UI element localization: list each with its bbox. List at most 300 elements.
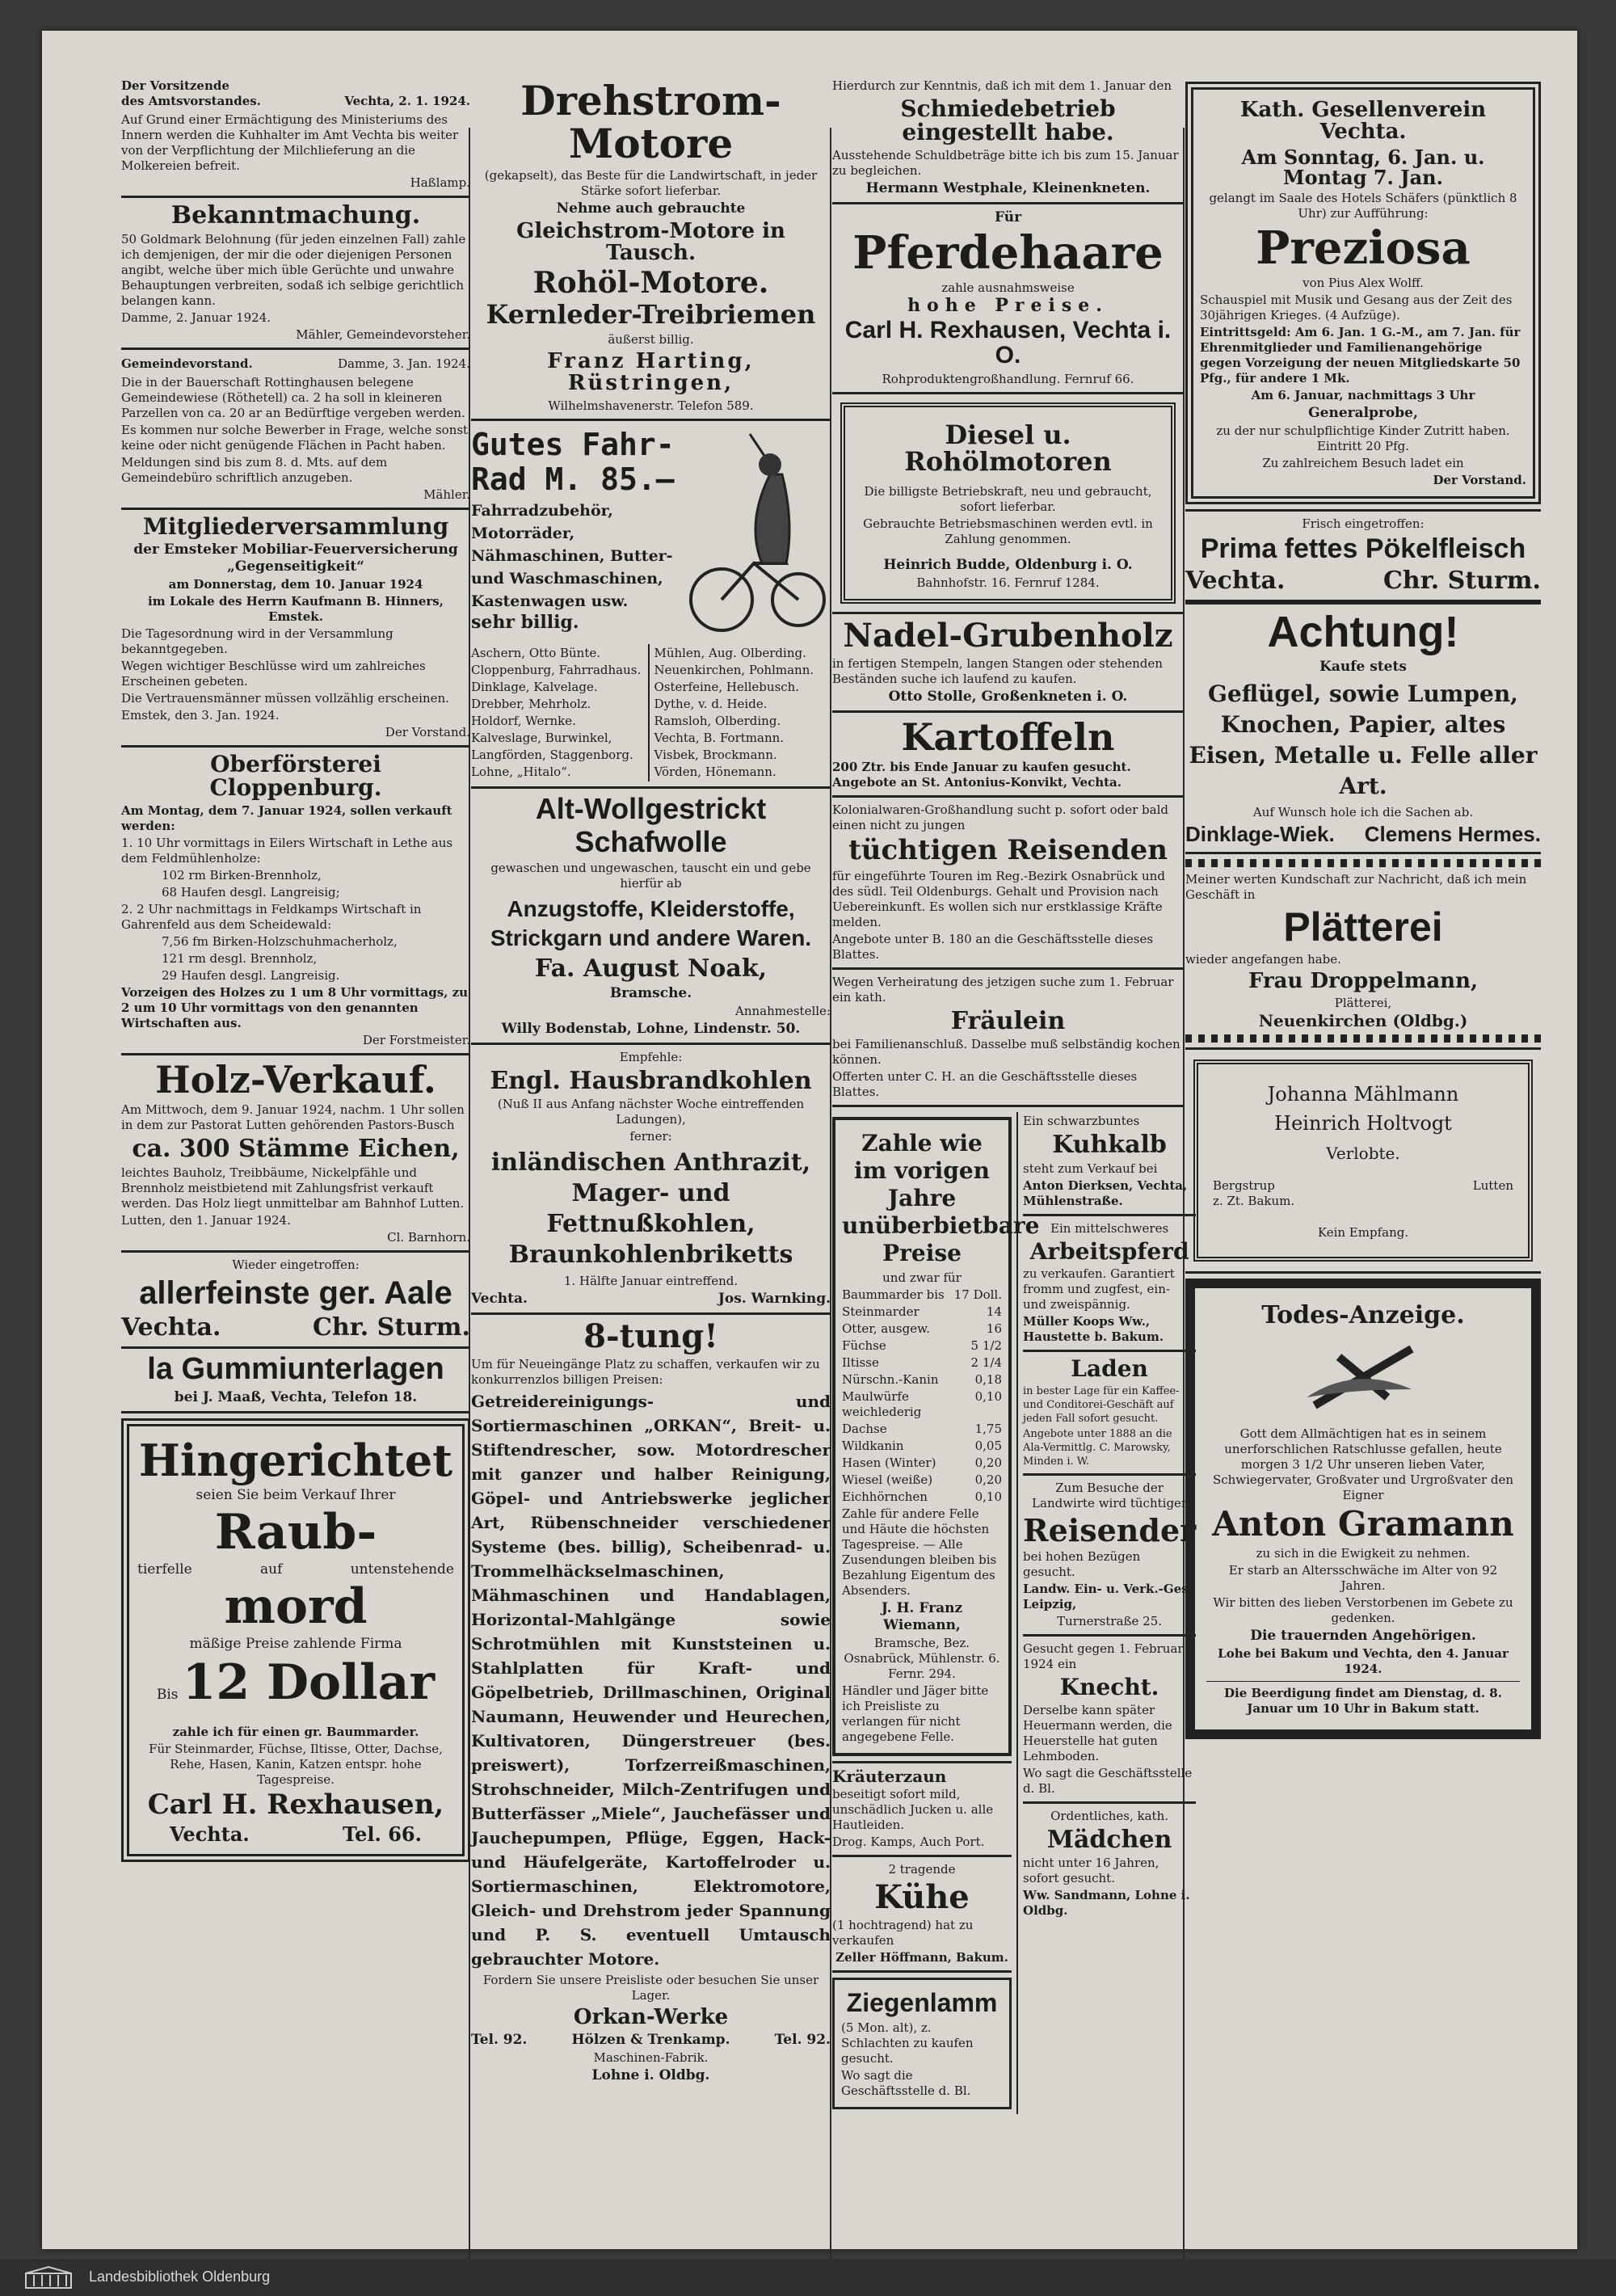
classified-block <box>832 1112 1197 2114</box>
text: Neuenkirchen (Oldbg.) <box>1258 1010 1468 1030</box>
price-row <box>842 1439 1002 1454</box>
ad-aale <box>121 1258 470 1342</box>
heading: Plätterei <box>1283 904 1443 950</box>
text: Landw. Ein- u. Verk.-Ges. Leipzig, <box>1023 1582 1193 1612</box>
text: Ordentliches, kath. <box>1050 1808 1169 1823</box>
dealer: Dythe, v. d. Heide. <box>654 696 768 711</box>
text: Wir bitten des lieben Verstorbenen im Gebete zu gedenken. <box>1213 1595 1513 1625</box>
price-row <box>842 1304 1002 1320</box>
text: Für <box>994 209 1022 225</box>
ad-fraeulein <box>832 975 1184 1101</box>
price-value: 0,20 <box>974 1472 1002 1488</box>
text: bei Familienanschluß. Dasselbe muß selbständig kochen können. <box>832 1037 1180 1068</box>
text: Gebrauchte Betriebsmaschinen werden evtl. in Zahlung genommen. <box>863 516 1153 546</box>
heading: Rad M. 85.– <box>471 461 675 498</box>
text: zu verkaufen. Garantiert fromm und zugfest, ein- und zweispännig. <box>1023 1266 1175 1312</box>
text: Preziosa <box>1256 221 1471 275</box>
text: 121 rm desgl. Brennholz, <box>162 950 318 966</box>
price-row <box>842 1355 1002 1371</box>
heading: tüchtigen Reisenden <box>848 834 1168 867</box>
text: zu sich in die Ewigkeit zu nehmen. <box>1256 1545 1471 1561</box>
text: Zu zahlreichem Besuch ladet ein <box>1262 455 1464 470</box>
text: gewaschen und ungewaschen, tauscht ein und gebe hierfür ab <box>490 861 811 891</box>
price-item: Hasen (Winter) <box>842 1456 936 1471</box>
text: Anzugstoffe, Kleiderstoffe, Strickgarn und andere Waren. <box>490 896 812 951</box>
signature: Der Vorstand. <box>1433 472 1526 487</box>
text: sehr billig. <box>471 612 579 634</box>
text: Vechta. <box>471 1291 528 1308</box>
dealer: Vörden, Hönemann. <box>654 764 776 779</box>
text: Carl H. Rexhausen, <box>147 1788 444 1821</box>
ad-gesellenverein <box>1185 82 1541 504</box>
text: Tel. 66. <box>343 1822 422 1847</box>
text: Dinklage-Wiek. <box>1185 822 1335 847</box>
text: Lohne i. Oldbg. <box>591 2067 710 2084</box>
text: Die trauernden Angehörigen. <box>1250 1627 1476 1644</box>
heading: Achtung! <box>1267 608 1459 657</box>
heading: Gutes Fahr- <box>471 426 675 462</box>
text: Franz Harting, Rüstringen, <box>547 348 755 396</box>
dealer: Kalveslage, Burwinkel, <box>471 730 612 745</box>
text: Die Beerdigung findet am Dienstag, d. 8. Januar um 10 Uhr in Bakum statt. <box>1224 1685 1502 1716</box>
ad-laden <box>1023 1357 1196 1468</box>
text: Angebote unter B. 180 an die Geschäftsstelle dieses Blattes. <box>832 931 1154 962</box>
text: Gesucht gegen 1. Februar 1924 ein <box>1023 1641 1184 1672</box>
price-row <box>842 1321 1002 1337</box>
text: Geflügel, sowie Lumpen, Knochen, Papier, altes Eisen, Metalle u. Felle aller Art. <box>1189 680 1538 800</box>
ad-achtung-hermes <box>1185 609 1541 847</box>
heading: Kräuterzaun <box>832 1767 947 1787</box>
text: beseitigt sofort mild, unschädlich Jucken u. alle Hautleiden. <box>832 1787 994 1833</box>
price-row <box>842 1389 1002 1420</box>
text: tierfelle <box>137 1561 192 1578</box>
text: 68 Haufen desgl. Langreisig; <box>162 884 340 899</box>
text: 12 Dollar <box>182 1654 436 1711</box>
heading: Todes-Anzeige. <box>1261 1300 1465 1329</box>
price-item: Füchse <box>842 1338 886 1354</box>
text: Frau Droppelmann, <box>1248 968 1479 993</box>
signature: Cl. Barnhorn. <box>387 1229 470 1245</box>
text: Chr. Sturm. <box>1383 567 1541 596</box>
text: steht zum Verkauf bei <box>1023 1161 1158 1176</box>
heading: Pferdehaare <box>852 225 1164 280</box>
text: Fordern Sie unsere Preisliste oder besuchen Sie unser Lager. <box>482 1973 819 2003</box>
text: in bester Lage für ein Kaffee- und Conditorei-Geschäft auf jeden Fall sofort gesucht. <box>1023 1384 1180 1425</box>
price-value: 14 <box>986 1304 1002 1320</box>
price-value: 0,10 <box>974 1389 1002 1405</box>
column-2 <box>471 77 831 2086</box>
text: bei hohen Bezügen gesucht. <box>1023 1549 1141 1580</box>
signature: Der Forstmeister. <box>362 1032 470 1047</box>
text: Orkan-Werke <box>573 2005 729 2030</box>
signature: Mähler, Gemeindevorsteher. <box>296 326 470 342</box>
ad-achtung-maschinen <box>471 1317 831 2084</box>
text: Wegen Verheiratung des jetzigen suche zum 1. Februar ein kath. <box>832 974 1174 1005</box>
heading: Reisender <box>1023 1511 1197 1548</box>
price-value: 0,05 <box>974 1439 1002 1454</box>
column-1 <box>121 77 470 1867</box>
text: Frisch eingetroffen: <box>1302 516 1425 531</box>
text: inländischen Anthrazit, Mager- und Fettnußkohlen, Braunkohlenbriketts <box>490 1148 811 1270</box>
text: zahle ausnahmsweise <box>941 280 1075 295</box>
ad-kraeuterzaun <box>832 1768 1012 1850</box>
price-value: 17 Doll. <box>953 1287 1002 1303</box>
text: Tel. 92. <box>774 2032 831 2049</box>
heading: Mädchen <box>1046 1825 1172 1854</box>
text: am Donnerstag, dem 10. Januar 1924 <box>168 576 423 592</box>
price-item: Steinmarder <box>842 1304 920 1320</box>
text: Tel. 92. <box>471 2032 528 2049</box>
dealer: Langförden, Staggenborg. <box>471 747 633 762</box>
price-value: 0,10 <box>974 1489 1002 1505</box>
text: Ein schwarzbuntes <box>1023 1114 1140 1129</box>
heading: Laden <box>1071 1355 1148 1383</box>
text: nicht unter 16 Jahren, sofort gesucht. <box>1023 1856 1159 1886</box>
ad-poekelfleisch <box>1185 516 1541 596</box>
signature: Otto Stolle, Großenkneten i. O. <box>888 688 1128 705</box>
text: Meiner werten Kundschaft zur Nachricht, daß ich mein Geschäft in <box>1185 872 1527 903</box>
text: Jos. Warnking. <box>718 1291 831 1308</box>
text: Raub- <box>214 1503 377 1561</box>
heading: Ziegenlamm <box>846 1988 998 2018</box>
text: von Pius Alex Wolff. <box>1302 275 1424 290</box>
signature: Hermann Westphale, Kleinenkneten. <box>865 179 1151 196</box>
text: Vechta. <box>170 1822 250 1847</box>
text: (1 hochtragend) hat zu verkaufen <box>832 1918 974 1948</box>
heading: Diesel u. Rohölmotoren <box>904 419 1112 478</box>
text: untenstehende <box>350 1561 454 1578</box>
text: Plätterei, <box>1334 995 1392 1010</box>
text: Anton Gramann <box>1212 1504 1514 1544</box>
text: ferner: <box>629 1129 672 1144</box>
text: Rohöl-Motore. <box>532 265 769 300</box>
text: Empfehle: <box>619 1049 683 1064</box>
signature: Müller Koops Ww., Haustette b. Bakum. <box>1023 1314 1164 1345</box>
text: Meldungen sind bis zum 8. d. Mts. auf dem Gemeindebüro schriftlich anzugeben. <box>121 454 388 485</box>
heading: Hingerichtet <box>138 1434 453 1486</box>
heading: Bekanntmachung. <box>170 201 421 230</box>
heading: Prima fettes Pökelfleisch <box>1200 533 1526 564</box>
text: Eintrittsgeld: Am 6. Jan. 1 G.-M., am 7. Jan. für Ehrenmitglieder und Familienangehörige gegen Vorzeigung der neuen Mitgliedskarte 50 Pfg., für andere 1 Mk. <box>1200 324 1521 385</box>
date: Damme, 3. Jan. 1924. <box>337 356 470 371</box>
ad-verlobung <box>1193 1060 1533 1262</box>
ad-kartoffeln <box>832 714 1184 790</box>
text: seien Sie beim Verkauf Ihrer <box>196 1486 396 1503</box>
ad-drehstrom <box>471 77 831 414</box>
dealer: Ramsloh, Olberding. <box>654 713 781 728</box>
text: 200 Ztr. bis Ende Januar zu kaufen gesucht. Angebote an St. Antonius-Konvikt, Vechta. <box>832 760 1131 790</box>
dealer: Neuenkirchen, Pohlmann. <box>654 662 814 677</box>
text: Der Vorsitzende des Amtsvorstandes. <box>121 78 261 108</box>
signature: Mähler. <box>423 487 470 502</box>
price-item: Otter, ausgew. <box>842 1321 930 1337</box>
ornament-border <box>1185 1034 1541 1043</box>
dealer: Holdorf, Wernke. <box>471 713 576 728</box>
bicycle-rider-icon <box>689 426 827 644</box>
text: zu der nur schulpflichtige Kinder Zutritt haben. Eintritt 20 Pfg. <box>1216 423 1510 453</box>
text: Bergstrup <box>1213 1177 1275 1193</box>
ad-arbeitspferd <box>1023 1221 1196 1345</box>
text: Gemeindevorstand. <box>121 356 253 371</box>
ad-todesanzeige <box>1185 1279 1541 1739</box>
ad-gemeindevorstand <box>121 355 470 503</box>
heading: la Gummiunterlagen <box>147 1351 444 1386</box>
heading: Arbeitspferd <box>1029 1237 1189 1265</box>
ad-kuehe <box>832 1862 1012 1965</box>
text: leichtes Bauholz, Treibbäume, Nickelpfähle und Brennholz meistbietend mit Zahlungsfrist verkauft werden. Das Holz liegt unmittelbar am Bahnhof Lutten. <box>121 1165 465 1211</box>
text: 2. 2 Uhr nachmittags in Feldkamps Wirtschaft in Gahrenfeld aus dem Scheidewald: <box>121 901 422 932</box>
price-row <box>842 1338 1002 1354</box>
ad-maedchen <box>1023 1809 1196 1919</box>
library-name: Landesbibliothek Oldenburg <box>89 2269 271 2285</box>
ad-schafwolle <box>471 791 831 1038</box>
text: Er starb an Altersschwäche im Alter von 92 Jahren. <box>1228 1562 1498 1593</box>
text: Die in der Bauerschaft Rottinghausen belegene Gemeindewiese (Röthetell) ca. 2 ha soll in kleineren Parzellen von ca. 20 ar an Bedürftige vergeben werden. <box>121 374 465 420</box>
heading: Kartoffeln <box>901 714 1115 759</box>
price-item: Wildkanin <box>842 1439 904 1454</box>
price-item: Baummarder bis <box>842 1287 945 1303</box>
text: Clemens Hermes. <box>1364 822 1541 847</box>
ad-bekanntmachung <box>121 203 470 343</box>
price-item: Iltisse <box>842 1355 879 1371</box>
price-row <box>842 1472 1002 1488</box>
text: Hölzen & Trenkamp. <box>571 2032 730 2049</box>
text: bei J. Maaß, Vechta, Telefon 18. <box>174 1388 418 1405</box>
price-value: 2 1/4 <box>970 1355 1002 1371</box>
text: hohe Preise. <box>907 294 1109 316</box>
text: Wo sagt die Geschäftsstelle d. Bl. <box>841 2067 971 2098</box>
text: Kein Empfang. <box>1317 1224 1409 1240</box>
ad-knecht <box>1023 1641 1196 1796</box>
dealer: Dinklage, Kalvelage. <box>471 679 598 694</box>
text: wieder angefangen habe. <box>1185 951 1341 967</box>
text: 1. Hälfte Januar eintreffend. <box>563 1274 739 1289</box>
text: Schauspiel mit Musik und Gesang aus der Zeit des 30jährigen Krieges. (4 Aufzüge). <box>1200 292 1513 322</box>
ad-diesel <box>840 402 1176 604</box>
ad-reisender <box>832 803 1184 963</box>
heading: 8-tung! <box>583 1317 718 1356</box>
ad-gummiunterlagen <box>121 1351 470 1406</box>
heading: Zahle wie im vorigen Jahre unüberbietbare Preise <box>842 1130 1040 1267</box>
price-row <box>842 1372 1002 1388</box>
library-logo-icon <box>24 2265 73 2290</box>
price-row <box>842 1456 1002 1471</box>
text: Wegen wichtiger Beschlüsse wird um zahlreiches Erscheinen gebeten. <box>121 658 426 689</box>
ad-mitgliederversammlung <box>121 512 470 740</box>
ad-felle <box>832 1117 1040 1756</box>
ad-ziegenlamm <box>832 1978 1012 2109</box>
signature: Zeller Höffmann, Bakum. <box>835 1950 1008 1965</box>
text: für eingeführte Touren im Reg.-Bezirk Osnabrück und des südl. Teil Oldenburgs. Gehalt und Provision nach Uebereinkunft. Es wollen sich nur erstklassige Kräfte melden. <box>832 868 1165 929</box>
text: Auf Grund einer Ermächtigung des Ministeriums des Innern werden die Kuhhalter im Amt Vechta bis weiter von der Verpflichtung der Milchlieferung an die Molkereien befreit. <box>121 112 459 173</box>
text: Hierdurch zur Kenntnis, daß ich mit dem 1. Januar den <box>832 78 1172 93</box>
text: Generalprobe, <box>1308 404 1418 421</box>
heading: Oberförsterei Cloppenburg. <box>209 750 382 802</box>
text: auf <box>260 1561 283 1578</box>
text: Wo sagt die Geschäftsstelle d. Bl. <box>1023 1765 1193 1796</box>
ad-hingerichtet <box>121 1418 470 1862</box>
dealer: Lohne, „Hitalo“. <box>471 764 571 779</box>
signature: Anton Dierksen, Vechta, Mühlenstraße. <box>1023 1177 1188 1208</box>
heading: Kühe <box>874 1878 970 1917</box>
text: Die billigste Betriebskraft, neu und gebraucht, sofort lieferbar. <box>864 483 1152 514</box>
ad-pferdehaare <box>832 209 1184 387</box>
price-list <box>842 1287 1002 1505</box>
text: Bahnhofstr. 16. Fernruf 1284. <box>916 575 1100 590</box>
ad-grubenholz <box>832 616 1184 706</box>
heading: Fräulein <box>950 1006 1066 1035</box>
text: gelangt im Saale des Hotels Schäfers (pünktlich 8 Uhr) zur Aufführung: <box>1209 190 1517 221</box>
price-row <box>842 1287 1002 1303</box>
date: Emstek, den 3. Jan. 1924. <box>121 707 280 723</box>
text: Die Tagesordnung wird in der Versammlung bekanntgegeben. <box>121 626 393 656</box>
text: Zum Besuche der Landwirte wird tüchtiger <box>1032 1480 1188 1510</box>
text: Vechta. <box>1185 567 1286 596</box>
text: Fa. August Noak, <box>534 954 768 984</box>
text: Für Steinmarder, Füchse, Iltisse, Otter, Dachse, Rehe, Hasen, Kanin, Katzen entspr. hohe Tagespreise. <box>149 1741 443 1787</box>
text: Ein mittelschweres <box>1050 1220 1169 1236</box>
text: Die Vertrauensmänner müssen vollzählig erscheinen. <box>121 690 449 706</box>
ad-schmiede <box>832 78 1184 197</box>
price-value: 5 1/2 <box>970 1338 1002 1354</box>
text: Lohe bei Bakum und Vechta, den 4. Januar 1924. <box>1218 1645 1509 1676</box>
ad-kuhkalb <box>1023 1114 1196 1209</box>
dealer: Cloppenburg, Fahrradhaus. <box>471 662 642 677</box>
ad-reisender-2 <box>1023 1481 1196 1630</box>
price-row <box>842 1422 1002 1437</box>
text: Willy Bodenstab, Lohne, Lindenstr. 50. <box>501 1020 801 1037</box>
text: Chr. Sturm. <box>313 1312 470 1342</box>
text: Wilhelmshavenerstr. Telefon 589. <box>548 398 754 413</box>
text: 7,56 fm Birken-Holzschuhmacherholz, <box>162 933 398 949</box>
text: 102 rm Birken-Brennholz, <box>162 867 322 883</box>
signature: Haßlamp. <box>410 175 470 190</box>
text: Vorzeigen des Holzes zu 1 um 8 Uhr vormittags, zu 2 um 10 Uhr vormittags von den genannten Wirtschaften aus. <box>121 984 469 1030</box>
ad-holzverkauf <box>121 1057 470 1245</box>
text: Es kommen nur solche Bewerber in Frage, welche sonst keine oder nicht genügende Flächen in Pacht haben. <box>121 422 469 453</box>
text: Carl H. Rexhausen, Vechta i. O. <box>844 316 1172 369</box>
text: Getreidereinigungs- und Sortiermaschinen „ORKAN“, Breit- u. Stiftendrescher, sow. Motordrescher mit ganzer und halber Reinigung, Göpel- und Antriebswerke jeglicher Art, Rübenschneider verschiedener Systeme (bes. billig), Scheibenrad- u. Trommelhäckselmaschinen, Mähmaschinen und Handablagen, Horizontal-Mahlgänge sowie Schrotmühlen mit Kunststeinen u. Stahlplatten für Kraft- und Göpelbetrieb, Drillmaschinen, Original Naumann, Heuwender und Heurechen, Kultivatoren, Düngerstreuer (bes. preiswert), Torfzerreißmaschinen, Strohschneider, Milch-Zentrifugen und Butterfässer „Miele“, Jauchefässer und Jauchepumpen, Pflüge, Eggen, Hack- und Häufelgeräte, Kartoffelroder u. Sortiermaschinen, Elektromotore, Gleich- und Drehstrom jeder Spannung und P. S. eventuell Umtausch gebrauchter Motore. <box>471 1392 831 1970</box>
text: in fertigen Stempeln, langen Stangen oder stehenden Beständen suche ich laufend zu kaufen. <box>832 655 1163 686</box>
text: 2 tragende <box>888 1862 956 1877</box>
price-item: Nürschn.-Kanin <box>842 1372 939 1388</box>
text: mäßige Preise zahlende Firma <box>189 1635 402 1652</box>
heading: Mitgliederversammlung <box>142 512 449 540</box>
dealer: Vechta, B. Fortmann. <box>654 730 785 745</box>
text: Am Mittwoch, dem 9. Januar 1924, nachm. 1 Uhr sollen in dem zur Pastorat Lutten gehörenden Pastors-Busch <box>121 1102 465 1132</box>
text: Vechta. <box>121 1312 221 1342</box>
text: Annahmestelle: <box>735 1003 831 1018</box>
price-item: Dachse <box>842 1422 887 1437</box>
price-item: Eichhörnchen <box>842 1489 928 1505</box>
price-value: 1,75 <box>974 1422 1002 1437</box>
ad-fahrrad <box>471 426 831 781</box>
text: Kaufe stets <box>1319 659 1407 676</box>
cross-palm-icon <box>1282 1333 1444 1422</box>
price-value: 16 <box>986 1321 1002 1337</box>
text: Offerten unter C. H. an die Geschäftsstelle dieses Blattes. <box>832 1069 1138 1100</box>
library-footer <box>0 2259 1616 2296</box>
price-item: Wiesel (weiße) <box>842 1472 933 1488</box>
text: im Lokale des Herrn Kaufmann B. Hinners, Emstek. <box>148 593 444 624</box>
ad-plaetterei <box>1185 859 1541 1043</box>
text: und zwar für <box>882 1270 962 1286</box>
text: Bis <box>156 1686 179 1703</box>
text: Bramsche. <box>609 984 692 1001</box>
text: äußerst billig. <box>608 331 694 347</box>
heading: Drehstrom-Motore <box>520 77 781 167</box>
heading: Nadel-Grubenholz <box>843 616 1173 655</box>
dealer: Visbek, Brockmann. <box>654 747 777 762</box>
text: Lutten <box>1472 1177 1513 1193</box>
price-row <box>842 1489 1002 1505</box>
text: der Emsteker Mobiliar-Feuerversicherung „Gegenseitigkeit“ <box>133 541 458 575</box>
heading: Kath. Gesellenverein Vechta. <box>1239 98 1487 145</box>
heading: allerfeinste ger. Aale <box>139 1274 452 1311</box>
text: Johanna Mählmann <box>1267 1082 1459 1106</box>
dealer: Mühlen, Aug. Olberding. <box>654 645 806 660</box>
ad-amtsvorstand <box>121 77 470 191</box>
text: Gleichstrom-Motore in Tausch. <box>516 219 785 266</box>
date: Damme, 2. Januar 1924. <box>121 310 271 325</box>
text: Verlobte. <box>1326 1143 1400 1163</box>
text: Maschinen-Fabrik. <box>593 2050 709 2066</box>
date: Lutten, den 1. Januar 1924. <box>121 1212 291 1228</box>
ad-kohlen <box>471 1050 831 1308</box>
price-value: 0,18 <box>974 1372 1002 1388</box>
text: Am 6. Januar, nachmittags 3 Uhr <box>1251 387 1475 402</box>
text: mord <box>224 1578 368 1635</box>
text: Heinrich Holtvogt <box>1274 1111 1452 1135</box>
text: Fahrradzubehör, Motorräder, Nähmaschinen, Butter- und Waschmaschinen, Kastenwagen usw. <box>471 502 673 611</box>
date: Vechta, 2. 1. 1924. <box>344 94 470 108</box>
text: Um für Neueingänge Platz zu schaffen, verkaufen wir zu konkurrenzlos billigen Preisen: <box>471 1357 820 1388</box>
heading: Knecht. <box>1059 1674 1159 1701</box>
text: (Nuß II aus Anfang nächster Woche eintreffenden Ladungen), <box>497 1097 805 1127</box>
text: Kernleder-Treibriemen <box>486 299 816 331</box>
heading: Schmiedebetrieb eingestellt habe. <box>900 95 1116 146</box>
text: Nehme auch gebrauchte <box>556 200 746 217</box>
text: Am Sonntag, 6. Jan. u. Montag 7. Jan. <box>1241 145 1485 189</box>
signature: Ww. Sandmann, Lohne i. Oldbg. <box>1023 1888 1190 1919</box>
text: Ausstehende Schuldbeträge bitte ich bis zum 15. Januar zu begleichen. <box>832 147 1179 178</box>
text: Angebote unter 1888 an die Ala-Vermittlg. C. Marowsky, Minden i. W. <box>1023 1427 1172 1468</box>
text: z. Zt. Bakum. <box>1213 1193 1295 1208</box>
heading: Engl. Hausbrandkohlen <box>490 1066 812 1095</box>
text: Derselbe kann später Heuermann werden, die Heuerstelle hat guten Lehmboden. <box>1023 1702 1172 1763</box>
heading: Kuhkalb <box>1052 1131 1167 1160</box>
text: Turnerstraße 25. <box>1057 1614 1163 1629</box>
text: (gekapselt), das Beste für die Landwirtschaft, in jeder Stärke sofort lieferbar. <box>484 168 818 198</box>
text: Heinrich Budde, Oldenburg i. O. <box>883 556 1133 573</box>
text: Drog. Kamps, Auch Port. <box>832 1835 985 1850</box>
text: J. H. Franz Wiemann, <box>881 1600 963 1634</box>
ad-oberfoersterei <box>121 752 470 1048</box>
text: Bramsche, Bez. Osnabrück, Mühlenstr. 6. Fernr. 294. <box>844 1636 1000 1682</box>
column-3 <box>832 77 1197 2114</box>
price-item: Maulwürfe weichlederig <box>842 1389 922 1420</box>
signature: Der Vorstand. <box>385 724 470 739</box>
dealer: Drebber, Mehrholz. <box>471 696 591 711</box>
dealer: Osterfeine, Hellebusch. <box>654 679 800 694</box>
ornament-border <box>1185 859 1541 867</box>
text: Wieder eingetroffen: <box>232 1257 360 1272</box>
heading: Schafwolle <box>574 825 727 859</box>
text: Kolonialwaren-Großhandlung sucht p. sofort oder bald einen nicht zu jungen <box>832 803 1169 833</box>
text: Auf Wunsch hole ich die Sachen ab. <box>1252 805 1474 820</box>
price-value: 0,20 <box>974 1456 1002 1471</box>
text: zahle ich für einen gr. Baummarder. <box>172 1724 419 1739</box>
